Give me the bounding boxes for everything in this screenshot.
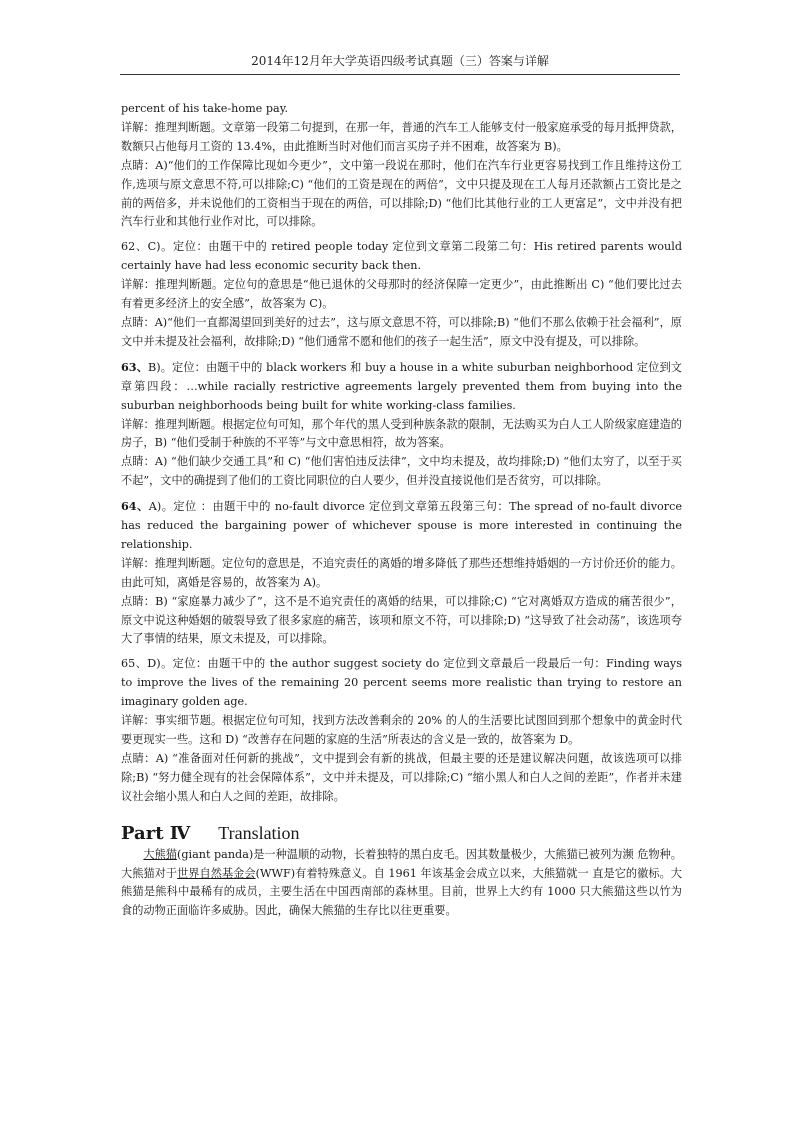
q64-notes: 点睛：B) “家庭暴力减少了”，这不是不追究责任的离婚的结果，可以排除;C) “它对离婚双方造成的痛苦很少”，原文中说这种婚姻的破裂导致了很多家庭的痛苦，该项和原文不符，可以排除;D) “这导致了社会动荡”，该选项夸大了事情的结果，原文未提及，可以排除。 (121, 594, 682, 646)
part-title: Translation (218, 822, 300, 843)
q63-locate: B)。定位：由题干中的 black workers 和 buy a house in a white suburban neighborhood 定位到文章第四段：…while racially restrictive agreements largely prevented them from buying into the suburban neighborhoods being built for white working-class families. (121, 360, 682, 412)
q62-detail: 详解：推理判断题。定位句的意思是“他已退休的父母那时的经济保障一定更少”，由此推断出 C) “他们要比过去有着更多经济上的安全感”，故答案为 C)。 (121, 278, 682, 311)
q63-detail: 详解：推理判断题。根据定位句可知，那个年代的黑人受到种族条款的限制，无法购买为白人工人阶级家庭建造的房子，B) “他们受制于种族的不平等”与文中意思相符，故为答案。 (121, 417, 682, 450)
page-header: 2014年12月年大学英语四级考试真题（三）答案与详解 (120, 52, 680, 75)
q62-head (121, 238, 682, 276)
translation-text-1: (giant panda)是一种温顺的动物，长着独特的黑白皮毛。因其数量极少，大熊猫已被列为濒 危物种。大熊猫对于 (121, 847, 682, 880)
translation-passage (121, 846, 682, 922)
q65-locate: D)。定位：由题干中的 the author suggest society do 定位到文章最后一段最后一句：Finding ways to improve the lives of the remaining 20 percent seems more realistic than trying to restore an imaginary golden age. (121, 657, 682, 709)
q61-notes: 点睛：A)“他们的工作保障比现如今更少”，文中第一段说在那时，他们在汽车行业更容易找到工作且维持这份工作,选项与原文意思不符,可以排除;C) “他们的工资是现在的两倍”，文中只提及现在工人每月还款额占工资比是之前的两倍多，并未说他们的工资相当于现在的两倍，可以排除;D) “他们比其他行业的工人更富足”，文中并没有把汽车行业和其他行业作对比，可以排除。 (121, 158, 682, 229)
q65-notes: 点睛：A) “准备面对任何新的挑战”，文中提到会有新的挑战，但最主要的还是建议解决问题，故该选项可以排除;B) “努力健全现有的社会保障体系”，文中并未提及，可以排除;C) “缩小黑人和白人之间的差距”，作者并未建议社会缩小黑人和白人之间的差距，故排除。 (121, 751, 682, 803)
part-heading (121, 821, 682, 846)
q63-number: 63、 (121, 359, 148, 374)
answer-content (121, 100, 682, 921)
part-label: Part Ⅳ (121, 822, 191, 844)
q63-notes: 点睛：A) “他们缺少交通工具”和 C) “他们害怕违反法律”，文中均未提及，故均排除;D) “他们太穷了，以至于买不起”，文中的确提到了他们的工资比同职位的白人要少，但并没直接说他们是否贫穷，可以排除。 (121, 455, 682, 488)
q64-number: 64、 (121, 499, 149, 514)
q61-continuation: percent of his take-home pay. (121, 102, 289, 115)
q63-head (121, 358, 682, 416)
q65-head (121, 655, 682, 712)
translation-text-2: (WWF)有着特殊意义。自 1961 年该基金会成立以来，大熊猫就一 直是它的徽标。大熊猫是熊科中最稀有的成员，主要生活在中国西南部的森林里。目前，世界上大约有 1000 只大熊猫这些以竹为食的动物正面临许多威胁。因此，确保大熊猫的生存比以往更重要。 (121, 866, 682, 918)
q61-detail: 详解：推理判断题。文章第一段第二句提到，在那一年，普通的汽车工人能够支付一般家庭承受的每月抵押贷款，数额只占他每月工资的 13.4%，由此推断当时对他们而言买房子并不困难，故答案为 B)。 (121, 120, 682, 153)
q64-head (121, 497, 682, 555)
q65-detail: 详解：事实细节题。根据定位句可知，找到方法改善剩余的 20% 的人的生活要比试图回到那个想象中的黄金时代要更现实一些。这和 D) “改善存在问题的家庭的生活”所表达的含义是一致的，故答案为 D。 (121, 714, 682, 746)
q65-number: 65、 (121, 657, 148, 671)
q64-detail: 详解：推理判断题。定位句的意思是，不追究责任的离婚的增多降低了那些还想维持婚姻的一方讨价还价的能力。由此可知，离婚是容易的，故答案为 A)。 (121, 556, 682, 589)
q64-locate: A)。定位 ：由题干中的 no-fault divorce 定位到文章第五段第三句：The spread of no-fault divorce has reduced the bargaining power of whichever spouse is more interested in continuing the relationship. (121, 500, 682, 551)
q62-number: 62、 (121, 240, 148, 254)
term-giant-panda: 大熊猫 (143, 847, 177, 861)
q62-notes: 点睛：A)“他们一直都渴望回到美好的过去”，这与原文意思不符，可以排除;B) “他们不那么依赖于社会福利”，原文中并未提及社会福利，故排除;D) “他们通常不愿和他们的孩子一起生活”，原文中没有提及，可以排除。 (121, 315, 682, 348)
q62-locate: C)。定位：由题干中的 retired people today 定位到文章第二段第二句：His retired parents would certainly have had less economic security back then. (121, 240, 682, 273)
term-wwf: 世界自然基金会 (177, 866, 256, 880)
